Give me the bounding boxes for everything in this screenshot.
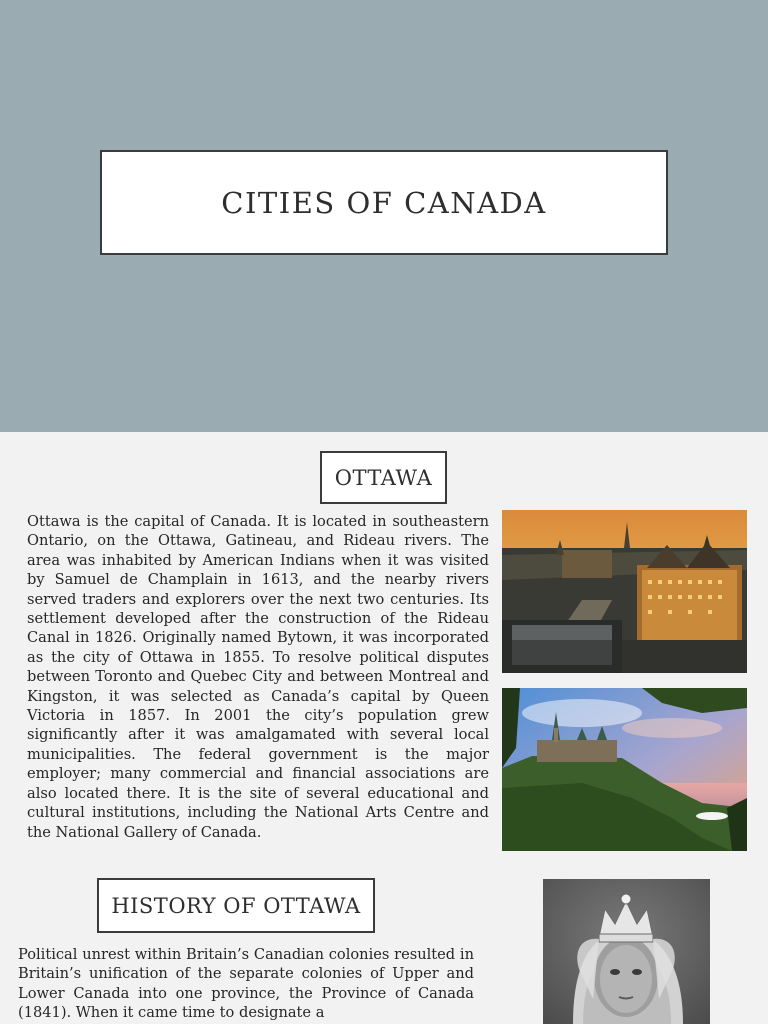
page-title: CITIES OF CANADA bbox=[221, 185, 547, 220]
ottawa-paragraph: Ottawa is the capital of Canada. It is located in southeastern Ontario, on the Ottawa, Gatineau, and Rideau rivers. The area was inhabited by American Indians when it was visited by Samuel de Champlain in 1613, and the nearby rivers served traders and explorers over the next two centuries. Its settlement developed after the construction of the Rideau Canal in 1826. Originally named Bytown, it was incorporated as the city of Ottawa in 1855. To resolve political disputes between Toronto and Quebec City and between Montreal and Kingston, it was selected as Canada’s capital by Queen Victoria in 1857. In 2001 the city’s population grew significantly after it was amalgamated with several local municipalities. The federal government is the major employer; many commercial and financial associations are also located there. It is the site of several educational and cultural institutions, including the National Arts Centre and the National Gallery of Canada. bbox=[27, 513, 489, 841]
queen-victoria-portrait bbox=[543, 879, 710, 1024]
content-slide bbox=[0, 432, 768, 1024]
parliament-river-photo bbox=[502, 688, 747, 851]
ottawa-heading: OTTAWA bbox=[320, 451, 447, 504]
history-paragraph: Political unrest within Britain’s Canadian colonies resulted in Britain’s unification of the separate colonies of Upper and Lower Canada into one province, the Province of Canada (1841). When it came time to designate a bbox=[18, 946, 474, 1022]
history-heading: HISTORY OF OTTAWA bbox=[97, 878, 375, 933]
title-slide bbox=[0, 0, 768, 432]
title-box bbox=[100, 150, 668, 255]
ottawa-aerial-photo bbox=[502, 510, 747, 673]
